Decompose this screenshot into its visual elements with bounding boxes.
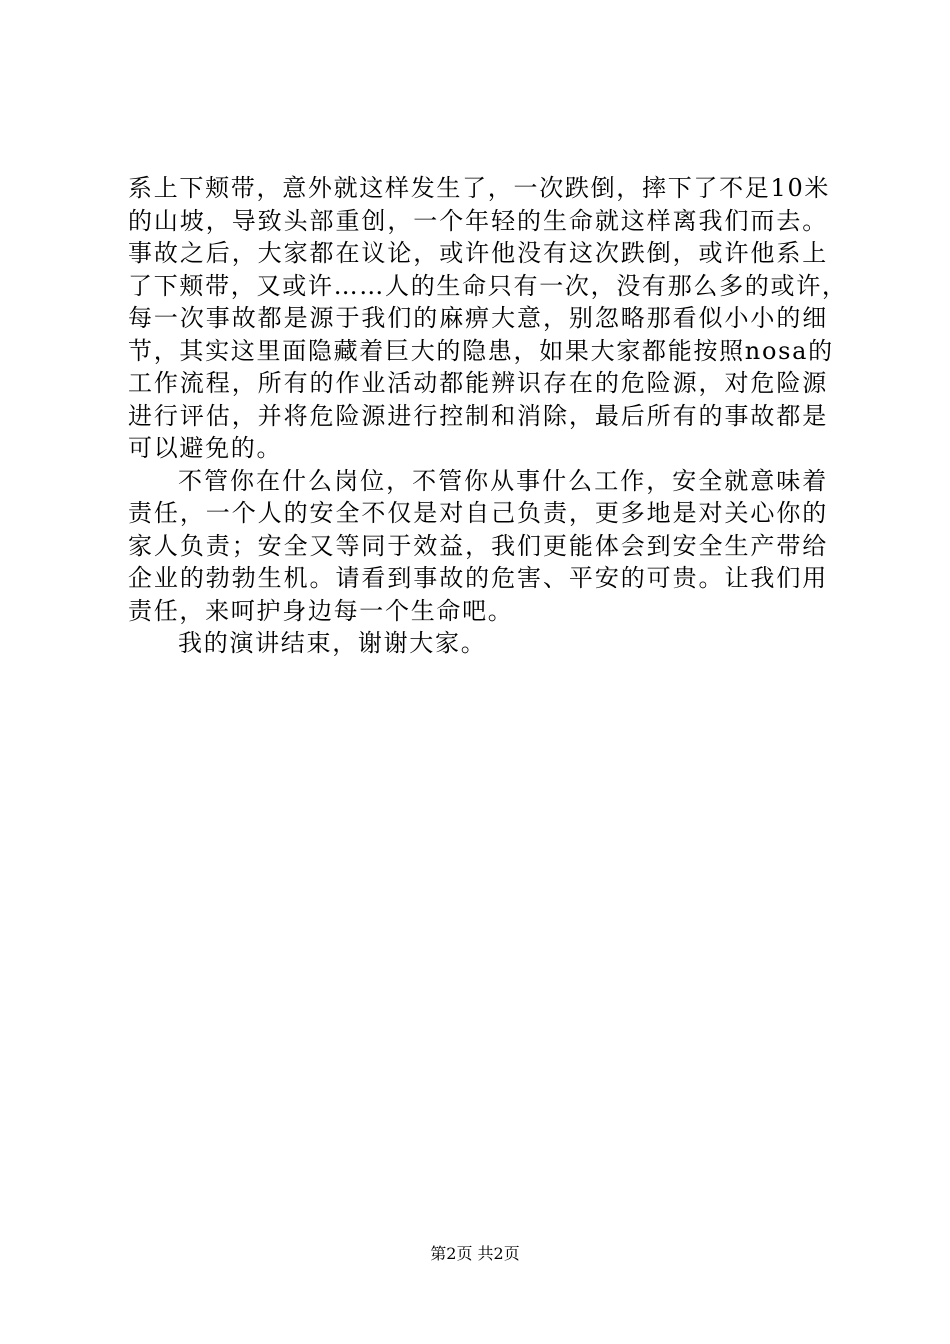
text-line: 节，其实这里面隐藏着巨大的隐患，如果大家都能按照nosa的 xyxy=(128,336,834,365)
text-line: 的山坡，导致头部重创，一个年轻的生命就这样离我们而去。 xyxy=(128,206,828,235)
text-line: 进行评估，并将危险源进行控制和消除，最后所有的事故都是 xyxy=(128,401,828,430)
paragraph-first-line: 不管你在什么岗位，不管你从事什么工作，安全就意味着 xyxy=(178,466,828,495)
text-line: 家人负责；安全又等同于效益，我们更能体会到安全生产带给 xyxy=(128,531,828,560)
text-line: 事故之后，大家都在议论，或许他没有这次跌倒，或许他系上 xyxy=(128,239,828,267)
paragraph-first-line: 我的演讲结束，谢谢大家。 xyxy=(178,629,487,657)
text-line: 系上下颊带，意外就这样发生了，一次跌倒，摔下了不足10米 xyxy=(128,174,831,202)
text-line: 工作流程，所有的作业活动都能辨识存在的危险源，对危险源 xyxy=(128,369,828,397)
text-line: 企业的勃勃生机。请看到事故的危害、平安的可贵。让我们用 xyxy=(128,564,828,592)
text-line: 责任，一个人的安全不仅是对自己负责，更多地是对关心你的 xyxy=(128,499,828,527)
page-footer: 第2页 共2页 xyxy=(430,1244,520,1263)
text-line: 责任，来呵护身边每一个生命吧。 xyxy=(128,596,514,625)
document-body xyxy=(128,172,848,660)
text-line: 每一次事故都是源于我们的麻痹大意，别忽略那看似小小的细 xyxy=(128,304,828,332)
text-line: 可以避免的。 xyxy=(128,434,283,462)
text-line: 了下颊带，又或许……人的生命只有一次，没有那么多的或许， xyxy=(128,271,848,300)
